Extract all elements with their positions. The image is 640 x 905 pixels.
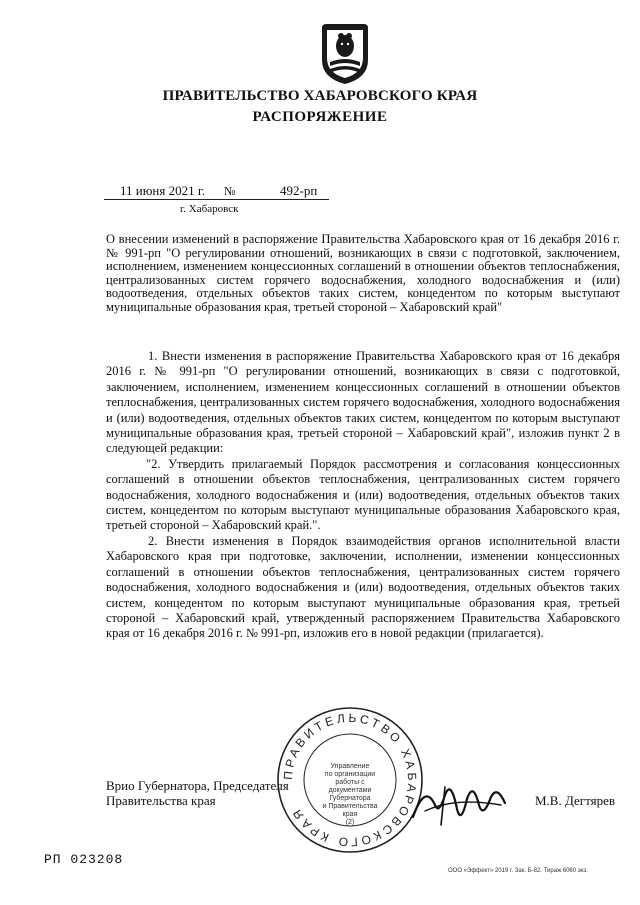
document-city: г. Хабаровск [180, 203, 239, 215]
seal-inner-line: Управление [330, 763, 370, 770]
seal-inner-line: и Правительства [322, 803, 378, 810]
seal-inner-line: по организации [324, 771, 376, 778]
paragraph-1: 1. Внести изменения в распоряжение Правительства Хабаровского края от 16 декабря 2016 г. № 991-рп "О регулировании отношений, возникающих в связи с подготовкой, заключением, исполнением, изменением концессионных соглашений в отношении объектов теплоснабжения, централизованных систем горячего водоснабжения, холодного водоснабжения и (или) водоотведения, отдельных объектов таких систем, концедентом по которым выступают муниципальные образования края, третьей стороной – Хабаровский край", изложив пункт 2 в следующей редакции: [106, 349, 620, 456]
signatory-role-line-2: Правительства края [106, 793, 216, 808]
seal-inner-line: работы с документами [328, 779, 372, 794]
document-type-title: РАСПОРЯЖЕНИЕ [252, 109, 388, 125]
coat-of-arms-icon [318, 22, 372, 86]
seal-outer-text: ПРАВИТЕЛЬСТВО ХАБАРОВСКОГО КРАЯ [280, 710, 420, 850]
signatory-role-line-1: Врио Губернатора, Председателя [106, 778, 289, 793]
document-date: 11 июня 2021 г. [120, 183, 205, 198]
document-body [106, 349, 620, 642]
registration-number: РП 023208 [44, 852, 124, 867]
seal-inner-line: Губернатора [329, 795, 371, 802]
signatory-name: М.В. Дегтярев [535, 793, 616, 808]
handwritten-signature-icon [405, 775, 525, 835]
number-label: № [224, 184, 236, 198]
seal-inner-text [315, 763, 385, 827]
seal-inner-line: (2) [345, 819, 355, 826]
seal-inner-line: края [342, 811, 358, 818]
document-subject: О внесении изменений в распоряжение Правительства Хабаровского края от 16 декабря 2016 г. № 991-рп "О регулировании отношений, возникающих в связи с подготовкой, заключением, исполнением, изменением концессионных соглашений в отношении объектов теплоснабжения, централизованных систем горячего водоснабжения, холодного водоснабжения и (или) водоотведения, отдельных объектов таких систем, концедентом по которым выступают муниципальные образования края, третьей стороной – Хабаровский край" [106, 232, 620, 314]
signatory-role [106, 778, 289, 808]
date-number-line [104, 183, 329, 200]
document-number: 492-рп [280, 183, 318, 198]
government-title: ПРАВИТЕЛЬСТВО ХАБАРОВСКОГО КРАЯ [162, 88, 478, 104]
paragraph-2: 2. Внести изменения в Порядок взаимодействия органов исполнительной власти Хабаровского края при подготовке, заключении, исполнении, изменении концессионных соглашений в отношении объектов теплоснабжения, централизованных систем горячего водоснабжения, холодного водоснабжения и (или) водоотведения, отдельных объектов таких систем, концедентом по которым выступают муниципальные образования края, третьей стороной – Хабаровский край, утвержденный распоряжением Правительства Хабаровского края от 16 декабря 2016 г. № 991-рп, изложив его в новой редакции (прилагается). [106, 533, 620, 641]
paragraph-quoted-item-2: "2. Утвердить прилагаемый Порядок рассмотрения и согласования концессионных соглашений в отношении объектов теплоснабжения, централизованных систем горячего водоснабжения, холодного водоснабжения и (или) водоотведения, отдельных объектов таких систем, концедентом по которым выступают муниципальные образования Хабаровского края, третьей стороной – Хабаровский край.". [106, 456, 620, 533]
printer-note: ООО «Эффект» 2019 г. Зак. Б-82. Тираж 6060 экз. [448, 868, 588, 874]
